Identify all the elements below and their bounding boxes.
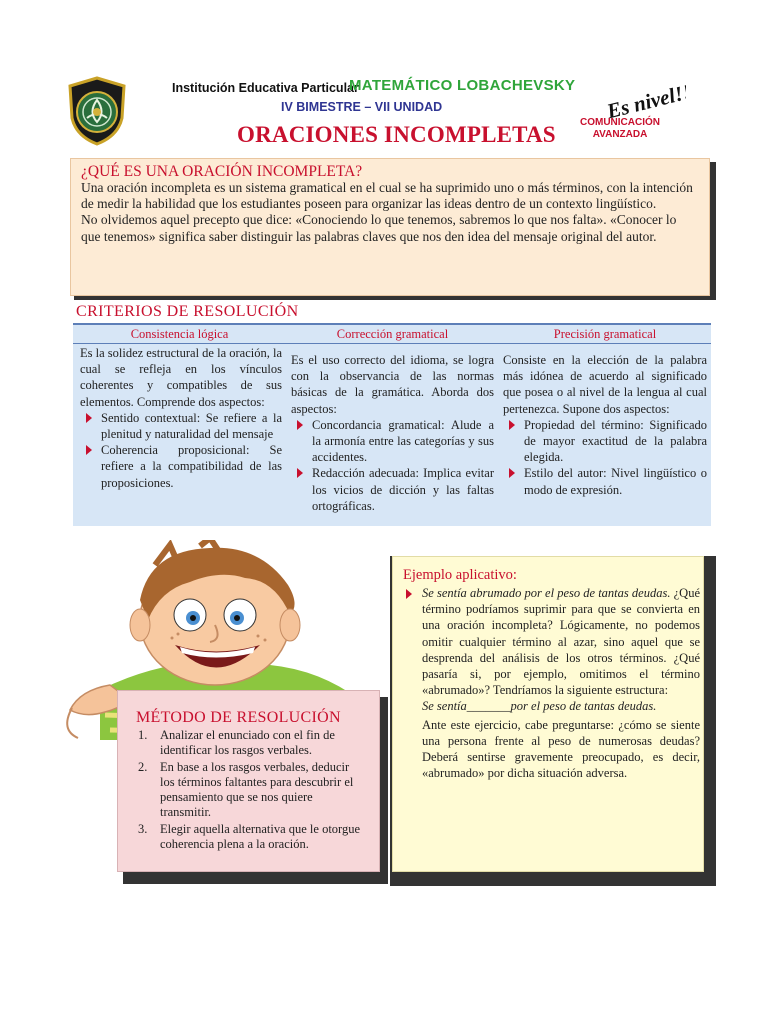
bullet-icon xyxy=(509,420,515,430)
method-steps xyxy=(136,728,362,853)
example-body xyxy=(404,585,700,781)
list-item: Redacción adecuada: Implica evitar los vicios de dicción y las faltas ortográficas. xyxy=(291,465,494,514)
example-structure: Se sentía_______por el peso de tantas deudas. xyxy=(422,699,657,714)
criteria-col-2-intro: Es el uso correcto del idioma, se logra con la observancia de las normas básicas de la gramática. Aborda dos aspectos: xyxy=(291,353,494,416)
criteria-heading: CRITERIOS DE RESOLUCIÓN xyxy=(76,303,299,320)
bullet-icon xyxy=(406,589,412,599)
course-line1: COMUNICACIÓN xyxy=(580,117,660,128)
definition-heading: ¿QUÉ ES UNA ORACIÓN INCOMPLETA? xyxy=(81,163,363,180)
example-sentence-line xyxy=(404,585,700,698)
course-badge xyxy=(570,117,670,140)
example-heading: Ejemplo aplicativo: xyxy=(403,567,517,583)
school-logo xyxy=(66,76,128,146)
page-title: ORACIONES INCOMPLETAS xyxy=(237,122,556,147)
method-step: 3. Elegir aquella alternativa que le otorgue coherencia plena a la oración. xyxy=(138,821,361,852)
bullet-icon xyxy=(86,413,92,423)
bullet-icon xyxy=(297,420,303,430)
list-item: Coherencia proposicional: Se refiere a la compatibilidad de las proposiciones. xyxy=(80,442,282,491)
list-item: Concordancia gramatical: Alude a la armonía entre las categorías y sus accidentes. xyxy=(291,417,494,466)
list-item: Propiedad del término: Significado de mayor exactitud de la palabra elegida. xyxy=(503,417,707,466)
bullet-icon xyxy=(297,468,303,478)
period-label: IV BIMESTRE – VII UNIDAD xyxy=(281,100,443,114)
criteria-col-1-intro: Es la solidez estructural de la oración, la cual se refleja en los vínculos coherentes y compatibles de sus elementos. Comprende dos aspectos: xyxy=(80,346,283,409)
criteria-col-3-intro: Consiste en la elección de la palabra más idónea de acuerdo al significado que posea o al nivel de la lengua al cual pertenezca. Supone dos aspectos: xyxy=(503,353,707,416)
bullet-icon xyxy=(509,468,515,478)
criteria-col-header-3: Precisión gramatical xyxy=(553,327,657,341)
bullet-icon xyxy=(86,445,92,455)
institution-label: Institución Educativa Particular xyxy=(172,81,359,95)
criteria-col-2 xyxy=(291,352,494,514)
method-heading: MÉTODO DE RESOLUCIÓN xyxy=(136,709,341,726)
method-step: 1. Analizar el enunciado con el fin de identificar los rasgos verbales. xyxy=(138,728,335,758)
example-explanation: ¿Qué término podríamos suprimir para que se convierta en una oración incompleta? Lógicamente, no podemos omitir cualquier término al azar, sino aquel que se desprenda del análisis de los otros términos. ¿Qué pasaría si, por ejemplo, omitimos el término «abrumado»? Tendríamos la siguiente estructura: xyxy=(422,586,700,698)
method-step: 2. En base a los rasgos verbales, deducir los términos faltantes para descubrir el pensamiento que se nos quiere transmitir. xyxy=(138,759,354,820)
definition-paragraph-2: No olvidemos aquel precepto que dice: «Conociendo lo que tenemos, sabremos lo que nos falta». «Conocer lo que tenemos» significa saber distinguir las palabras claves que nos den idea del mensaje original del autor. xyxy=(81,212,677,244)
example-sentence: Se sentía abrumado por el peso de tantas deudas. xyxy=(422,586,671,600)
example-conclusion: Ante este ejercicio, cabe preguntarse: ¿cómo se siente una persona frente al peso de numerosas deudas? Deberá sentirse gravemente preocupado, es decir, «abrumado» por dicha situación adversa. xyxy=(422,717,700,781)
definition-paragraph-1: Una oración incompleta es un sistema gramatical en el cual se ha suprimido uno o más términos, con la intención de medir la habilidad que los estudiantes poseen para organizar las ideas dentro de un contexto lingüístico. xyxy=(81,180,693,212)
course-line2: AVANZADA xyxy=(592,128,648,140)
criteria-col-1 xyxy=(80,345,282,491)
definition-box xyxy=(70,158,710,296)
school-name: MATEMÁTICO LOBACHEVSKY xyxy=(349,77,576,94)
list-item: Estilo del autor: Nivel lingüístico o modo de expresión. xyxy=(503,465,707,497)
criteria-col-header-2: Corrección gramatical xyxy=(336,327,449,341)
list-item: Sentido contextual: Se refiere a la plenitud y naturalidad del mensaje xyxy=(80,410,282,442)
slogan-text: Es nivel!!! xyxy=(604,78,686,124)
criteria-col-3 xyxy=(503,352,707,498)
criteria-table-header xyxy=(73,325,711,344)
criteria-col-header-1: Consistencia lógica xyxy=(130,327,229,341)
criteria-table xyxy=(73,323,711,526)
